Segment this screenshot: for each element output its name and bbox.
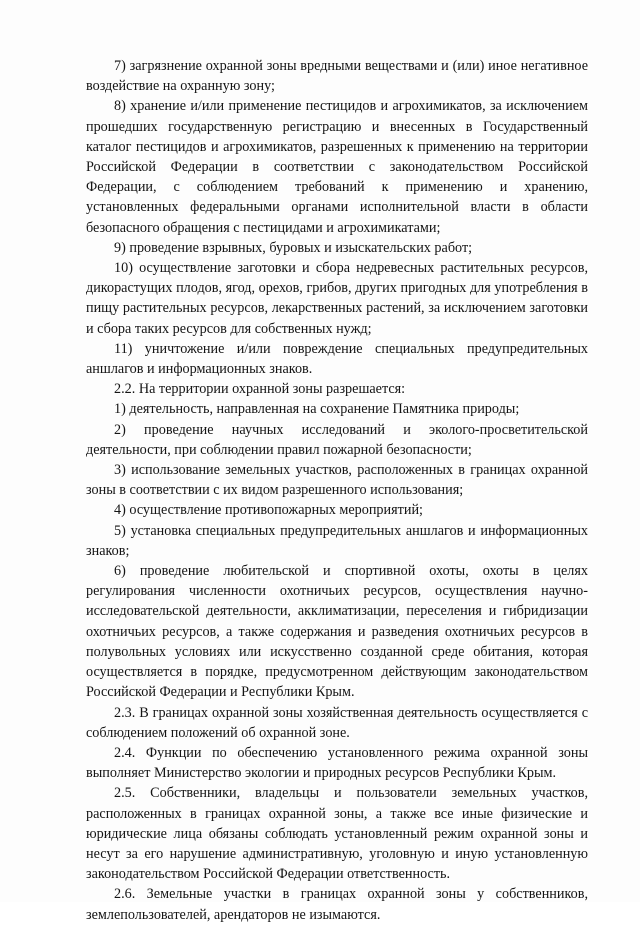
- list-item-9: 9) проведение взрывных, буровых и изыскательских работ;: [114, 239, 473, 256]
- list-item-8: 8) хранение и/или применение пестицидов и агрохимикатов, за исключением прошедших государственную регистрацию и внесенных в Государственный каталог пестицидов и агрохимикатов, разрешенных к применению на территории Российской Федерации в соответствии с законодательством Российской Федерации, с соблюдением требований к применению и хранению, установленных федеральными органами исполнительной власти в области безопасного обращения с пестицидами и агрохимикатами;: [86, 98, 588, 236]
- list-item-11: 11) уничтожение и/или повреждение специальных предупредительных аншлагов и информационных знаков.: [86, 340, 588, 378]
- document-body: [86, 56, 588, 925]
- allowed-item-5: 5) установка специальных предупредительных аншлагов и информационных знаков;: [86, 522, 588, 559]
- allowed-item-1: 1) деятельность, направленная на сохранение Памятника природы;: [114, 401, 520, 418]
- section-2-6: 2.6. Земельные участки в границах охранной зоны у собственников, землепользователей, арендаторов не изымаются.: [86, 886, 588, 923]
- section-2-2-heading: 2.2. На территории охранной зоны разрешается:: [114, 381, 406, 398]
- list-item-10: 10) осуществление заготовки и сбора недревесных растительных ресурсов, дикорастущих плодов, ягод, орехов, грибов, других пригодных для употребления в пищу растительных ресурсов, лекарственных растений, за исключением заготовки и сбора таких ресурсов для собственных нужд;: [86, 260, 588, 337]
- allowed-item-3: 3) использование земельных участков, расположенных в границах охранной зоны в соответствии с их видом разрешенного использования;: [86, 462, 588, 499]
- list-item-7: 7) загрязнение охранной зоны вредными веществами и (или) иное негативное воздействие на охранную зону;: [86, 58, 588, 95]
- allowed-item-6: 6) проведение любительской и спортивной охоты, охоты в целях регулирования численности охотничьих ресурсов, осуществления научно-исследовательской деятельности, акклиматизации, переселения и гибридизации охотничьих ресурсов, а также содержания и разведения охотничьих ресурсов в полувольных условиях или искусственно созданной среде обитания, которая осуществляется в порядке, предусмотренном действующим законодательством Российской Федерации и Республики Крым.: [86, 563, 588, 701]
- section-2-3: 2.3. В границах охранной зоны хозяйственная деятельность осуществляется с соблюдением положений об охранной зоне.: [86, 704, 588, 741]
- allowed-item-2: 2) проведение научных исследований и эколого-просветительской деятельности, при соблюдении правил пожарной безопасности;: [86, 421, 588, 458]
- allowed-item-4: 4) осуществление противопожарных мероприятий;: [114, 502, 423, 519]
- section-2-4: 2.4. Функции по обеспечению установленного режима охранной зоны выполняет Министерство экологии и природных ресурсов Республики Крым.: [86, 744, 588, 782]
- section-2-5: 2.5. Собственники, владельцы и пользователи земельных участков, расположенных в границах охранной зоны, а также все иные физические и юридические лица обязаны соблюдать установленный режим охранной зоны и несут за его нарушение административную, уголовную и иную установленную законодательством Российской Федерации ответственность.: [86, 785, 588, 883]
